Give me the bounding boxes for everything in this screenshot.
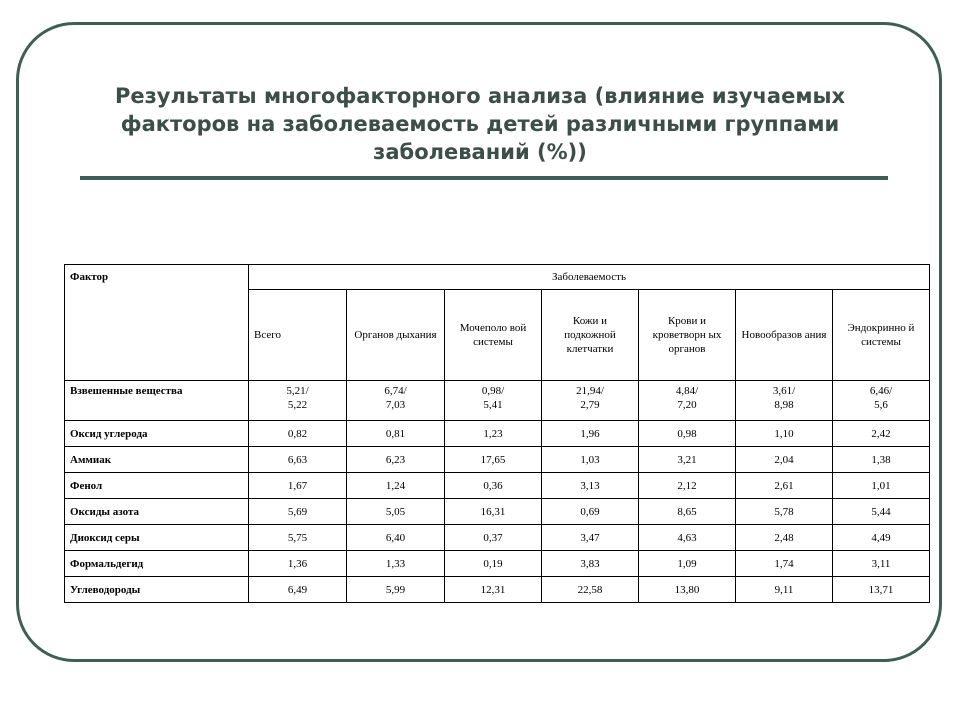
factor-label: Аммиак xyxy=(65,447,249,473)
value-cell: 17,65 xyxy=(445,447,542,473)
value-cell: 4,84/ 7,20 xyxy=(639,381,736,421)
value-cell: 0,98 xyxy=(639,421,736,447)
value-cell: 22,58 xyxy=(542,577,639,603)
value-cell: 2,61 xyxy=(736,473,833,499)
col-header-neoplasms: Новообразов ания xyxy=(736,290,833,381)
table-row xyxy=(65,577,930,603)
col-header-endocrine: Эндокринно й системы xyxy=(833,290,930,381)
value-cell: 3,21 xyxy=(639,447,736,473)
value-cell: 4,49 xyxy=(833,525,930,551)
value-cell: 0,98/ 5,41 xyxy=(445,381,542,421)
slide-title: Результаты многофакторного анализа (влияние изучаемых факторов на заболеваемость детей различными группами заболеваний (%)) xyxy=(114,84,846,164)
table-row xyxy=(65,381,930,421)
value-cell: 5,69 xyxy=(249,499,347,525)
value-cell: 21,94/ 2,79 xyxy=(542,381,639,421)
value-cell: 1,67 xyxy=(249,473,347,499)
value-cell: 5,05 xyxy=(347,499,445,525)
value-cell: 5,78 xyxy=(736,499,833,525)
col-header-genitourinary: Мочеполо вой системы xyxy=(445,290,542,381)
table-row xyxy=(65,499,930,525)
value-cell: 6,49 xyxy=(249,577,347,603)
factor-label: Оксид углерода xyxy=(65,421,249,447)
value-cell: 6,63 xyxy=(249,447,347,473)
value-cell: 2,42 xyxy=(833,421,930,447)
value-cell: 2,12 xyxy=(639,473,736,499)
value-cell: 6,46/ 5,6 xyxy=(833,381,930,421)
value-cell: 1,74 xyxy=(736,551,833,577)
morbidity-header: Заболеваемость xyxy=(249,265,930,290)
value-cell: 8,65 xyxy=(639,499,736,525)
table-row xyxy=(65,551,930,577)
value-cell: 0,37 xyxy=(445,525,542,551)
value-cell: 13,71 xyxy=(833,577,930,603)
factor-label: Оксиды азота xyxy=(65,499,249,525)
value-cell: 2,04 xyxy=(736,447,833,473)
value-cell: 3,11 xyxy=(833,551,930,577)
factor-header: Фактор xyxy=(65,265,249,381)
factor-label: Диоксид серы xyxy=(65,525,249,551)
value-cell: 16,31 xyxy=(445,499,542,525)
value-cell: 6,40 xyxy=(347,525,445,551)
header-row-group xyxy=(65,265,930,290)
value-cell: 1,33 xyxy=(347,551,445,577)
value-cell: 3,47 xyxy=(542,525,639,551)
value-cell: 1,03 xyxy=(542,447,639,473)
factor-label: Углеводороды xyxy=(65,577,249,603)
value-cell: 6,74/ 7,03 xyxy=(347,381,445,421)
results-table xyxy=(64,264,930,603)
value-cell: 0,81 xyxy=(347,421,445,447)
factor-label: Фенол xyxy=(65,473,249,499)
value-cell: 0,36 xyxy=(445,473,542,499)
value-cell: 12,31 xyxy=(445,577,542,603)
col-header-blood: Крови и кроветворн ых органов xyxy=(639,290,736,381)
value-cell: 3,83 xyxy=(542,551,639,577)
factor-label: Формальдегид xyxy=(65,551,249,577)
value-cell: 13,80 xyxy=(639,577,736,603)
value-cell: 3,13 xyxy=(542,473,639,499)
value-cell: 5,44 xyxy=(833,499,930,525)
value-cell: 3,61/ 8,98 xyxy=(736,381,833,421)
value-cell: 2,48 xyxy=(736,525,833,551)
value-cell: 4,63 xyxy=(639,525,736,551)
value-cell: 5,99 xyxy=(347,577,445,603)
value-cell: 5,75 xyxy=(249,525,347,551)
value-cell: 1,38 xyxy=(833,447,930,473)
value-cell: 1,23 xyxy=(445,421,542,447)
table-row xyxy=(65,421,930,447)
col-header-total: Всего xyxy=(249,290,347,381)
value-cell: 5,21/ 5,22 xyxy=(249,381,347,421)
value-cell: 1,09 xyxy=(639,551,736,577)
value-cell: 0,19 xyxy=(445,551,542,577)
value-cell: 1,36 xyxy=(249,551,347,577)
col-header-skin: Кожи и подкожной клетчатки xyxy=(542,290,639,381)
title-underline xyxy=(80,176,888,180)
value-cell: 0,69 xyxy=(542,499,639,525)
col-header-respiratory: Органов дыхания xyxy=(347,290,445,381)
table-row xyxy=(65,447,930,473)
value-cell: 1,10 xyxy=(736,421,833,447)
table-row xyxy=(65,473,930,499)
value-cell: 1,01 xyxy=(833,473,930,499)
value-cell: 1,24 xyxy=(347,473,445,499)
value-cell: 9,11 xyxy=(736,577,833,603)
factor-label: Взвешенные вещества xyxy=(65,381,249,421)
table-row xyxy=(65,525,930,551)
value-cell: 1,96 xyxy=(542,421,639,447)
value-cell: 6,23 xyxy=(347,447,445,473)
value-cell: 0,82 xyxy=(249,421,347,447)
